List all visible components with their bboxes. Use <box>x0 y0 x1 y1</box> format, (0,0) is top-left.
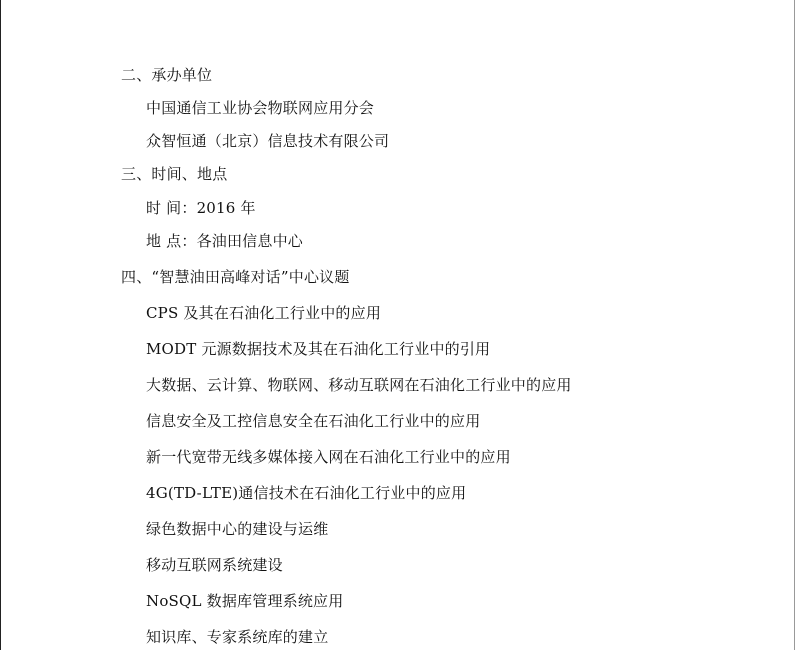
topic-item: MODT 元源数据技术及其在石油化工行业中的引用 <box>146 340 491 358</box>
topic-item: NoSQL 数据库管理系统应用 <box>146 592 344 610</box>
section-heading-time-place: 三、时间、地点 <box>121 165 228 183</box>
topic-item: CPS 及其在石油化工行业中的应用 <box>146 304 382 322</box>
place-item: 地 点：各油田信息中心 <box>146 232 303 250</box>
section-heading-organizers: 二、承办单位 <box>121 66 213 84</box>
topic-item: 大数据、云计算、物联网、移动互联网在石油化工行业中的应用 <box>146 376 572 394</box>
topic-item: 新一代宽带无线多媒体接入网在石油化工行业中的应用 <box>146 448 511 466</box>
section-heading-topics: 四、“智慧油田高峰对话”中心议题 <box>121 268 350 286</box>
organizer-item: 众智恒通（北京）信息技术有限公司 <box>146 132 390 150</box>
topic-item: 信息安全及工控信息安全在石油化工行业中的应用 <box>146 412 481 430</box>
time-item: 时 间：2016 年 <box>146 199 256 217</box>
topic-item: 知识库、专家系统库的建立 <box>146 628 329 646</box>
topic-item: 4G(TD-LTE)通信技术在石油化工行业中的应用 <box>146 484 467 502</box>
topic-item: 绿色数据中心的建设与运维 <box>146 520 329 538</box>
topic-item: 移动互联网系统建设 <box>146 556 283 574</box>
organizer-item: 中国通信工业协会物联网应用分会 <box>146 99 375 117</box>
